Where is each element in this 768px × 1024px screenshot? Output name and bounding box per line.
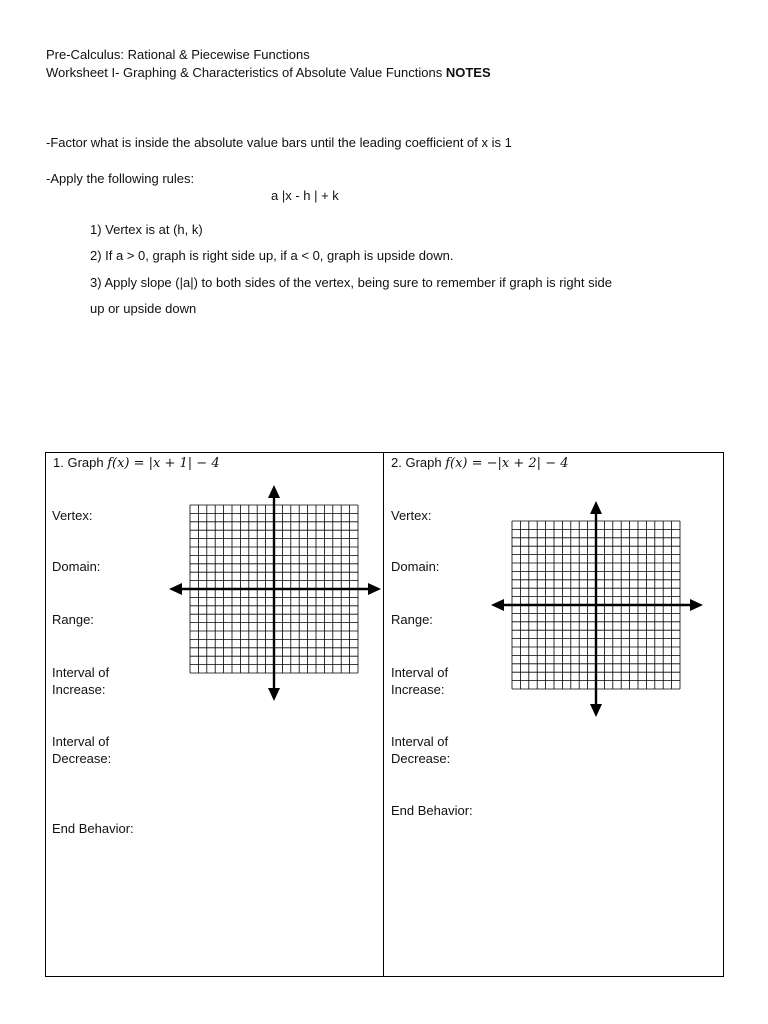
problem-2-end-behavior-label: End Behavior: — [391, 803, 473, 818]
problem-1-coordinate-grid[interactable] — [168, 484, 382, 702]
problem-1-range-label: Range: — [52, 612, 94, 627]
apply-instruction: -Apply the following rules: — [46, 171, 195, 186]
rule-1: 1) Vertex is at (h, k) — [90, 222, 203, 237]
rule-3: 3) Apply slope (|a|) to both sides of the vertex, being sure to remember if graph is right side — [90, 275, 612, 290]
problem-1-increase-label: Interval of Increase: — [52, 665, 110, 697]
problem-2-vertex-label: Vertex: — [391, 508, 432, 523]
problem-2-domain-label: Domain: — [391, 559, 440, 574]
problem-1-vertex-label: Vertex: — [52, 508, 93, 523]
x-axis-right-arrow-icon — [690, 599, 703, 611]
problem-1-decrease-label: Interval of Decrease: — [52, 734, 112, 766]
problem-1-end-behavior-label: End Behavior: — [52, 821, 134, 836]
problem-2-range-label: Range: — [391, 612, 433, 627]
x-axis-left-arrow-icon — [169, 583, 182, 595]
problem-2-title — [391, 455, 569, 471]
x-axis-right-arrow-icon — [368, 583, 381, 595]
problem-2-coordinate-grid[interactable] — [490, 500, 704, 718]
problem-1-prefix: 1. Graph — [53, 455, 108, 470]
problem-2-prefix: 2. Graph — [391, 455, 446, 470]
worksheet-title — [46, 65, 491, 81]
y-axis-down-arrow-icon — [590, 704, 602, 717]
table-divider — [383, 452, 384, 976]
y-axis-down-arrow-icon — [268, 688, 280, 701]
problem-1-title — [53, 455, 220, 471]
x-axis-left-arrow-icon — [491, 599, 504, 611]
worksheet-title-main: Worksheet I- Graphing & Characteristics of Absolute Value Functions — [46, 65, 446, 80]
problem-2-increase-label: Interval of Increase: — [391, 665, 449, 697]
notes-label: NOTES — [445, 65, 491, 80]
course-title: Pre-Calculus: Rational & Piecewise Functions — [46, 47, 310, 62]
factor-instruction: -Factor what is inside the absolute value bars until the leading coefficient of x is 1 — [46, 135, 512, 150]
y-axis-up-arrow-icon — [590, 501, 602, 514]
problem-2-function: f(x) = −|x + 2| − 4 — [445, 456, 569, 471]
problem-2-decrease-label: Interval of Decrease: — [391, 734, 451, 766]
problem-1-domain-label: Domain: — [52, 559, 101, 574]
formula: a |x - h | + k — [271, 188, 339, 203]
rule-3-continued: up or upside down — [90, 301, 197, 316]
y-axis-up-arrow-icon — [268, 485, 280, 498]
rule-2: 2) If a > 0, graph is right side up, if a < 0, graph is upside down. — [90, 248, 454, 263]
problem-1-function: f(x) = |x + 1| − 4 — [107, 456, 220, 471]
